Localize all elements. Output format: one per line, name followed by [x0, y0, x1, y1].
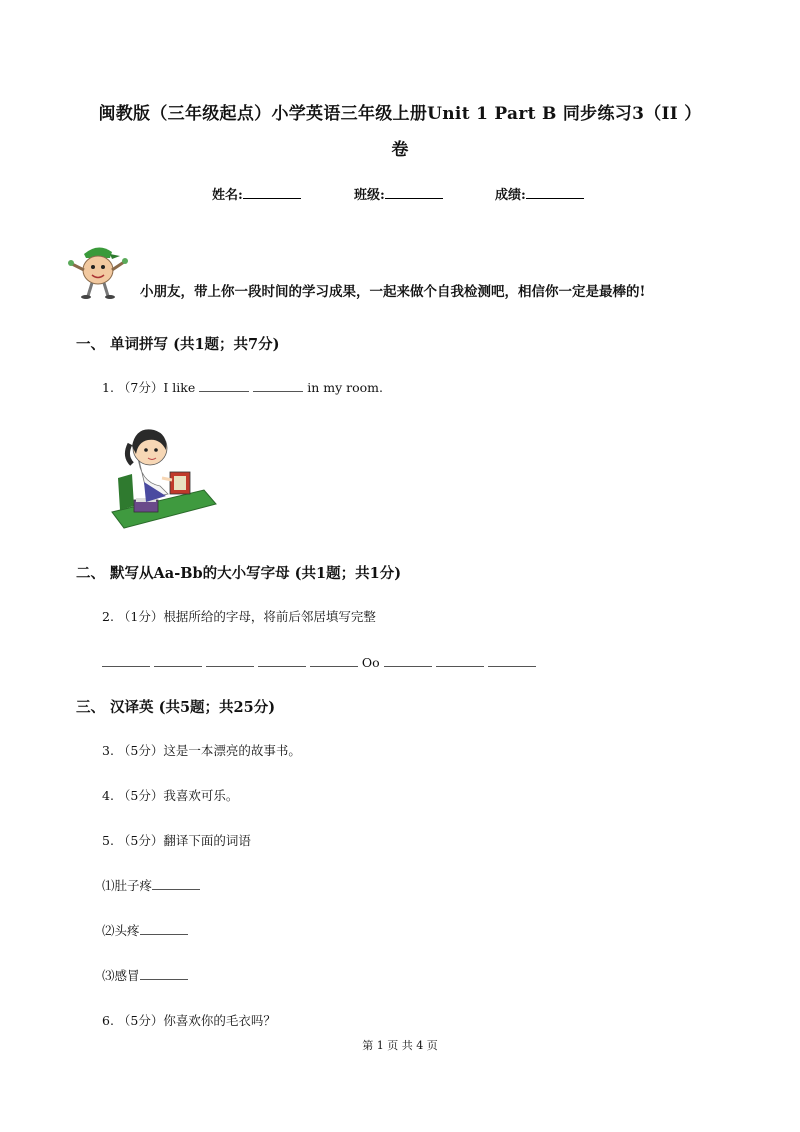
girl-reading-illustration: [108, 416, 220, 534]
question-3-text: 这是一本漂亮的故事书。: [163, 743, 301, 758]
mascot-illustration: [66, 242, 130, 300]
item-1-blank[interactable]: [152, 878, 200, 890]
question-6-text: 你喜欢你的毛衣吗？: [163, 1013, 276, 1028]
item-3-blank[interactable]: [140, 968, 188, 980]
question-6-score: （5分）: [117, 1013, 164, 1028]
question-4: [102, 786, 238, 804]
score-blank[interactable]: [526, 186, 584, 199]
letter-blank-7[interactable]: [436, 655, 484, 667]
question-1: [102, 378, 383, 396]
answer-blank-1a[interactable]: [199, 380, 249, 392]
question-5-number: 5.: [102, 833, 114, 848]
item-2-blank[interactable]: [140, 923, 188, 935]
question-5: [102, 831, 251, 849]
title-line-1: 闽教版（三年级起点）小学英语三年级上册Unit 1 Part B 同步练习3（II ）: [98, 104, 702, 124]
name-field: [212, 184, 301, 203]
letter-blank-8[interactable]: [488, 655, 536, 667]
letter-blank-5[interactable]: [310, 655, 358, 667]
letter-blank-2[interactable]: [154, 655, 202, 667]
score-label: 成绩:: [495, 188, 526, 203]
question-5-item-2: [102, 921, 188, 939]
question-4-score: （5分）: [117, 788, 164, 803]
question-5-score: （5分）: [117, 833, 164, 848]
center-letter: Oo: [361, 655, 380, 670]
letter-blank-6[interactable]: [384, 655, 432, 667]
name-blank[interactable]: [243, 186, 301, 199]
question-6: [102, 1011, 276, 1029]
item-2-label: ⑵头疼: [102, 923, 140, 938]
letter-blank-1[interactable]: [102, 655, 150, 667]
question-1-score: （7分）: [117, 380, 164, 395]
question-5-item-1: [102, 876, 200, 894]
question-3-score: （5分）: [117, 743, 164, 758]
page-footer: 第 1 页 共 4 页: [362, 1039, 438, 1052]
answer-blank-1b[interactable]: [253, 380, 303, 392]
class-field: [354, 184, 443, 203]
section-heading-3: 三、 汉译英 (共5题；共25分): [76, 699, 276, 716]
score-field: [495, 184, 584, 203]
item-3-label: ⑶感冒: [102, 968, 140, 983]
question-2-score: （1分）: [117, 609, 164, 624]
section-heading-1: 一、 单词拼写 (共1题；共7分): [76, 336, 280, 353]
letter-blank-4[interactable]: [258, 655, 306, 667]
title-line-2: 卷: [391, 140, 409, 160]
section-heading-2: 二、 默写从Aa-Bb的大小写字母 (共1题；共1分): [76, 565, 402, 582]
letter-row: [102, 655, 536, 670]
letter-blank-3[interactable]: [206, 655, 254, 667]
question-1-after: in my room.: [307, 380, 383, 395]
name-label: 姓名:: [212, 188, 243, 203]
question-2: [102, 607, 376, 625]
question-5-text: 翻译下面的词语: [163, 833, 251, 848]
class-label: 班级:: [354, 188, 385, 203]
question-4-text: 我喜欢可乐。: [163, 788, 239, 803]
question-2-number: 2.: [102, 609, 114, 624]
question-5-item-3: [102, 966, 188, 984]
item-1-label: ⑴肚子疼: [102, 878, 153, 893]
question-1-before: I like: [163, 380, 196, 395]
intro-text: 小朋友，带上你一段时间的学习成果，一起来做个自我检测吧，相信你一定是最棒的!: [140, 284, 646, 300]
question-2-text: 根据所给的字母，将前后邻居填写完整: [163, 609, 376, 624]
question-1-number: 1.: [102, 380, 114, 395]
question-3-number: 3.: [102, 743, 114, 758]
class-blank[interactable]: [385, 186, 443, 199]
document-title: [60, 96, 740, 168]
question-4-number: 4.: [102, 788, 114, 803]
question-6-number: 6.: [102, 1013, 114, 1028]
question-3: [102, 741, 301, 759]
